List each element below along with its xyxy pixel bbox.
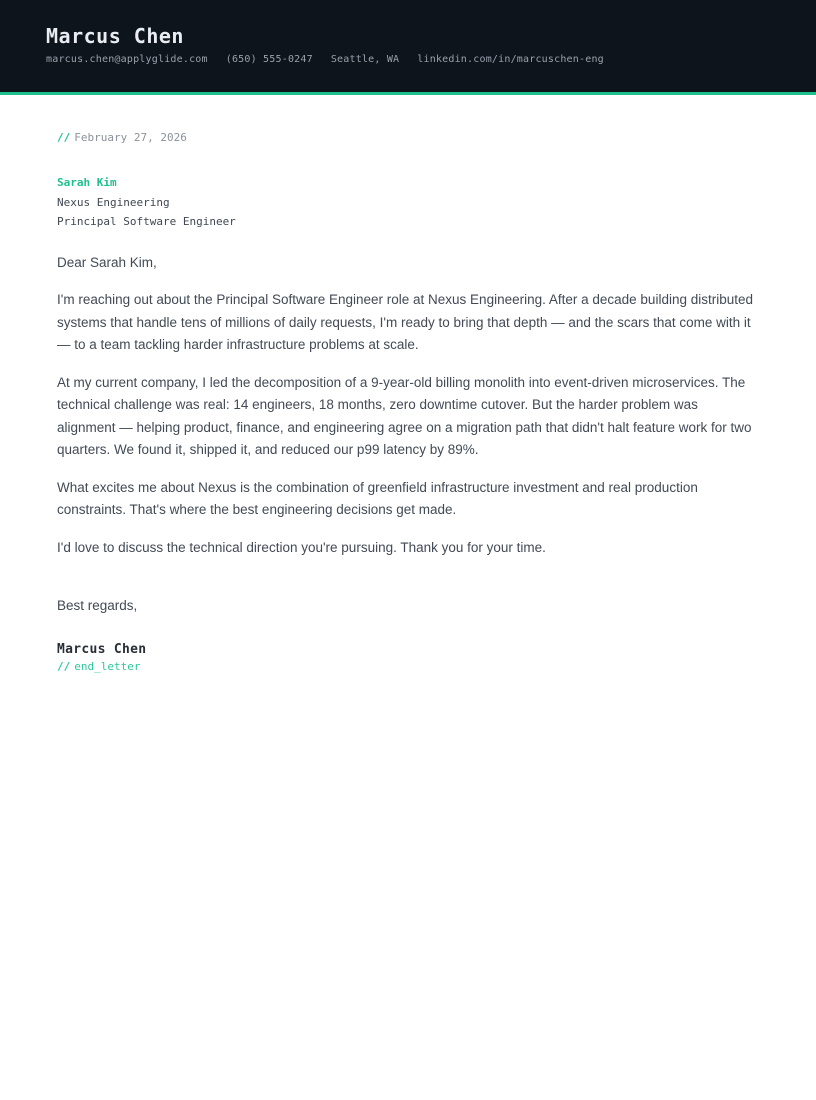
recipient-company: Nexus Engineering xyxy=(57,195,170,209)
salutation: Dear Sarah Kim, xyxy=(57,254,157,270)
paragraph-motivation: What excites me about Nexus is the combination of greenfield infrastructure investment and real production constraints. That's where the best engineering decisions get made. xyxy=(57,479,698,517)
contact-row xyxy=(46,53,770,66)
end-comment-prefix: // xyxy=(57,659,71,673)
paragraph-call-to-action: I'd love to discuss the technical direction you're pursuing. Thank you for your time. xyxy=(57,539,546,555)
recipient-name: Sarah Kim xyxy=(57,176,117,189)
closing-line: Best regards, xyxy=(57,598,138,613)
letter-body xyxy=(0,95,816,674)
paragraph-intro: I'm reaching out about the Principal Software Engineer role at Nexus Engineering. After a decade building distributed systems that handle tens of millions of daily requests, I'm ready to bring that depth — and the scars that come with it — to a team tackling harder infrastructure problems at scale. xyxy=(57,292,754,352)
recipient-role: Principal Software Engineer xyxy=(57,215,236,228)
sender-name: Marcus Chen xyxy=(46,24,184,48)
contact-linkedin: linkedin.com/in/marcuschen-eng xyxy=(417,54,604,65)
signature-name: Marcus Chen xyxy=(57,641,147,657)
end-marker-line xyxy=(57,660,759,674)
date-comment-prefix: // xyxy=(57,131,71,144)
paragraph-experience: At my current company, I led the decomposition of a 9-year-old billing monolith into event-driven microservices. The technical challenge was real: 14 engineers, 18 months, zero downtime cutover. But the harder problem was alignment — helping product, finance, and engineering agree on a migration path that didn't halt feature work for two quarters. We found it, shipped it, and reduced our p99 latency by 89%. xyxy=(57,374,752,457)
end-marker: end_letter xyxy=(74,659,141,673)
recipient-block xyxy=(57,173,759,232)
letter-date: February 27, 2026 xyxy=(74,131,187,144)
letter-header xyxy=(0,0,816,95)
contact-email: marcus.chen@applyglide.com xyxy=(46,54,208,65)
date-line xyxy=(57,131,759,145)
contact-phone: (650) 555-0247 xyxy=(225,54,313,65)
contact-location: Seattle, WA xyxy=(330,54,400,65)
